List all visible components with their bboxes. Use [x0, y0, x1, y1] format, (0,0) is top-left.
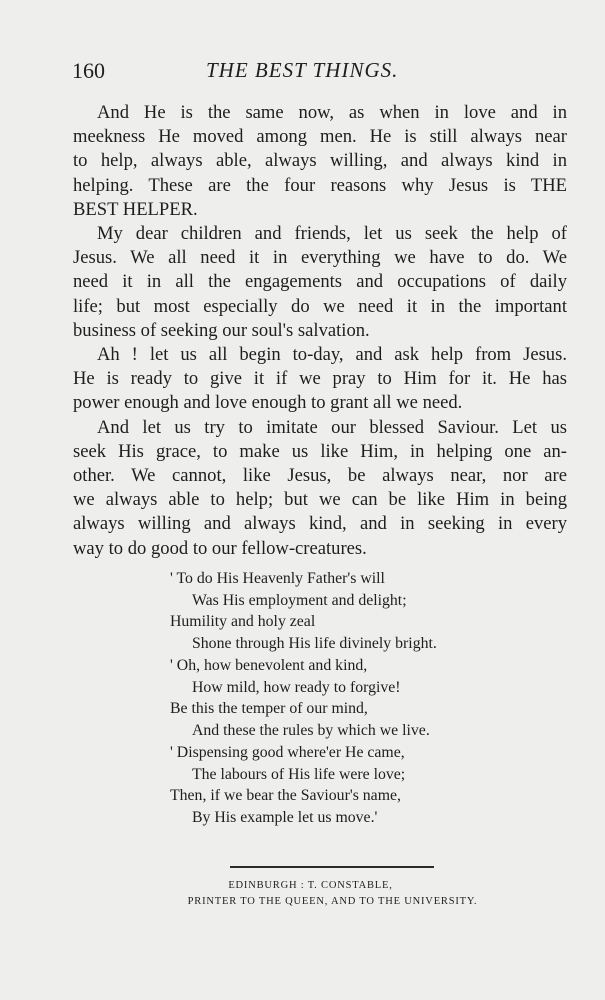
poem-line: By His example let us move.' [192, 808, 378, 826]
text-line: to help, always able, always willing, and always kind in [73, 150, 567, 172]
poem-line: And these the rules by which we live. [192, 721, 430, 739]
text-line: Jesus. We all need it in everything we have to do. We [73, 247, 567, 269]
poem-line: ' To do His Heavenly Father's will [170, 570, 385, 587]
text-line: way to do good to our fellow-creatures. [73, 537, 367, 559]
printer-imprint-line-1: EDINBURGH : T. CONSTABLE, [228, 880, 393, 891]
text-line: He is ready to give it if we pray to Him for it. He has [73, 368, 567, 390]
poem-line: How mild, how ready to forgive! [192, 678, 401, 696]
text-line: meekness He moved among men. He is still always near [73, 126, 567, 148]
poem-line: Then, if we bear the Saviour's name, [170, 787, 401, 804]
poem-stanza-1 [170, 568, 510, 654]
poem-line: Was His employment and delight; [192, 591, 407, 609]
poem-stanza-3 [170, 742, 510, 828]
text-line: My dear children and friends, let us seek the help of [97, 223, 567, 245]
poem-stanza-2 [170, 655, 510, 741]
text-line: And He is the same now, as when in love and in [97, 102, 567, 123]
text-line: life; but most especially do we need it in the important [73, 295, 567, 317]
poem-line: ' Oh, how benevolent and kind, [170, 657, 368, 674]
poem-line: ' Dispensing good where'er He came, [170, 744, 405, 761]
text-line: always willing and always kind, and in seeking in every [73, 513, 567, 535]
poem-line: Be this the temper of our mind, [170, 700, 368, 717]
paragraph-1 [73, 101, 567, 222]
page-number: 160 [72, 58, 105, 83]
text-line: BEST HELPER. [73, 198, 198, 220]
paragraph-2 [73, 222, 567, 343]
text-line: seek His grace, to make us like Him, in helping one an- [73, 440, 567, 462]
body-text [73, 101, 567, 561]
paragraph-4 [73, 416, 567, 561]
footer-divider [230, 866, 434, 868]
text-line: we always able to help; but we can be like Him in being [73, 489, 567, 511]
text-line: helping. These are the four reasons why Jesus is THE [73, 174, 567, 196]
paragraph-3 [73, 343, 567, 416]
text-line: And let us try to imitate our blessed Saviour. Let us [97, 416, 567, 438]
page-header [72, 58, 570, 88]
printer-imprint-line-2: PRINTER TO THE QUEEN, AND TO THE UNIVERSITY. [187, 896, 478, 907]
text-line: need it in all the engagements and occupations of daily [73, 271, 567, 293]
poem-line: The labours of His life were love; [192, 765, 406, 783]
text-line: business of seeking our soul's salvation. [73, 319, 370, 341]
text-line: power enough and love enough to grant all we need. [73, 392, 463, 414]
running-title: THE BEST THINGS. [206, 58, 399, 82]
poem-line: Shone through His life divinely bright. [192, 634, 437, 652]
text-line: Ah ! let us all begin to-day, and ask help from Jesus. [97, 344, 567, 366]
poem-line: Humility and holy zeal [170, 613, 316, 630]
text-line: other. We cannot, like Jesus, be always near, nor are [73, 465, 567, 487]
